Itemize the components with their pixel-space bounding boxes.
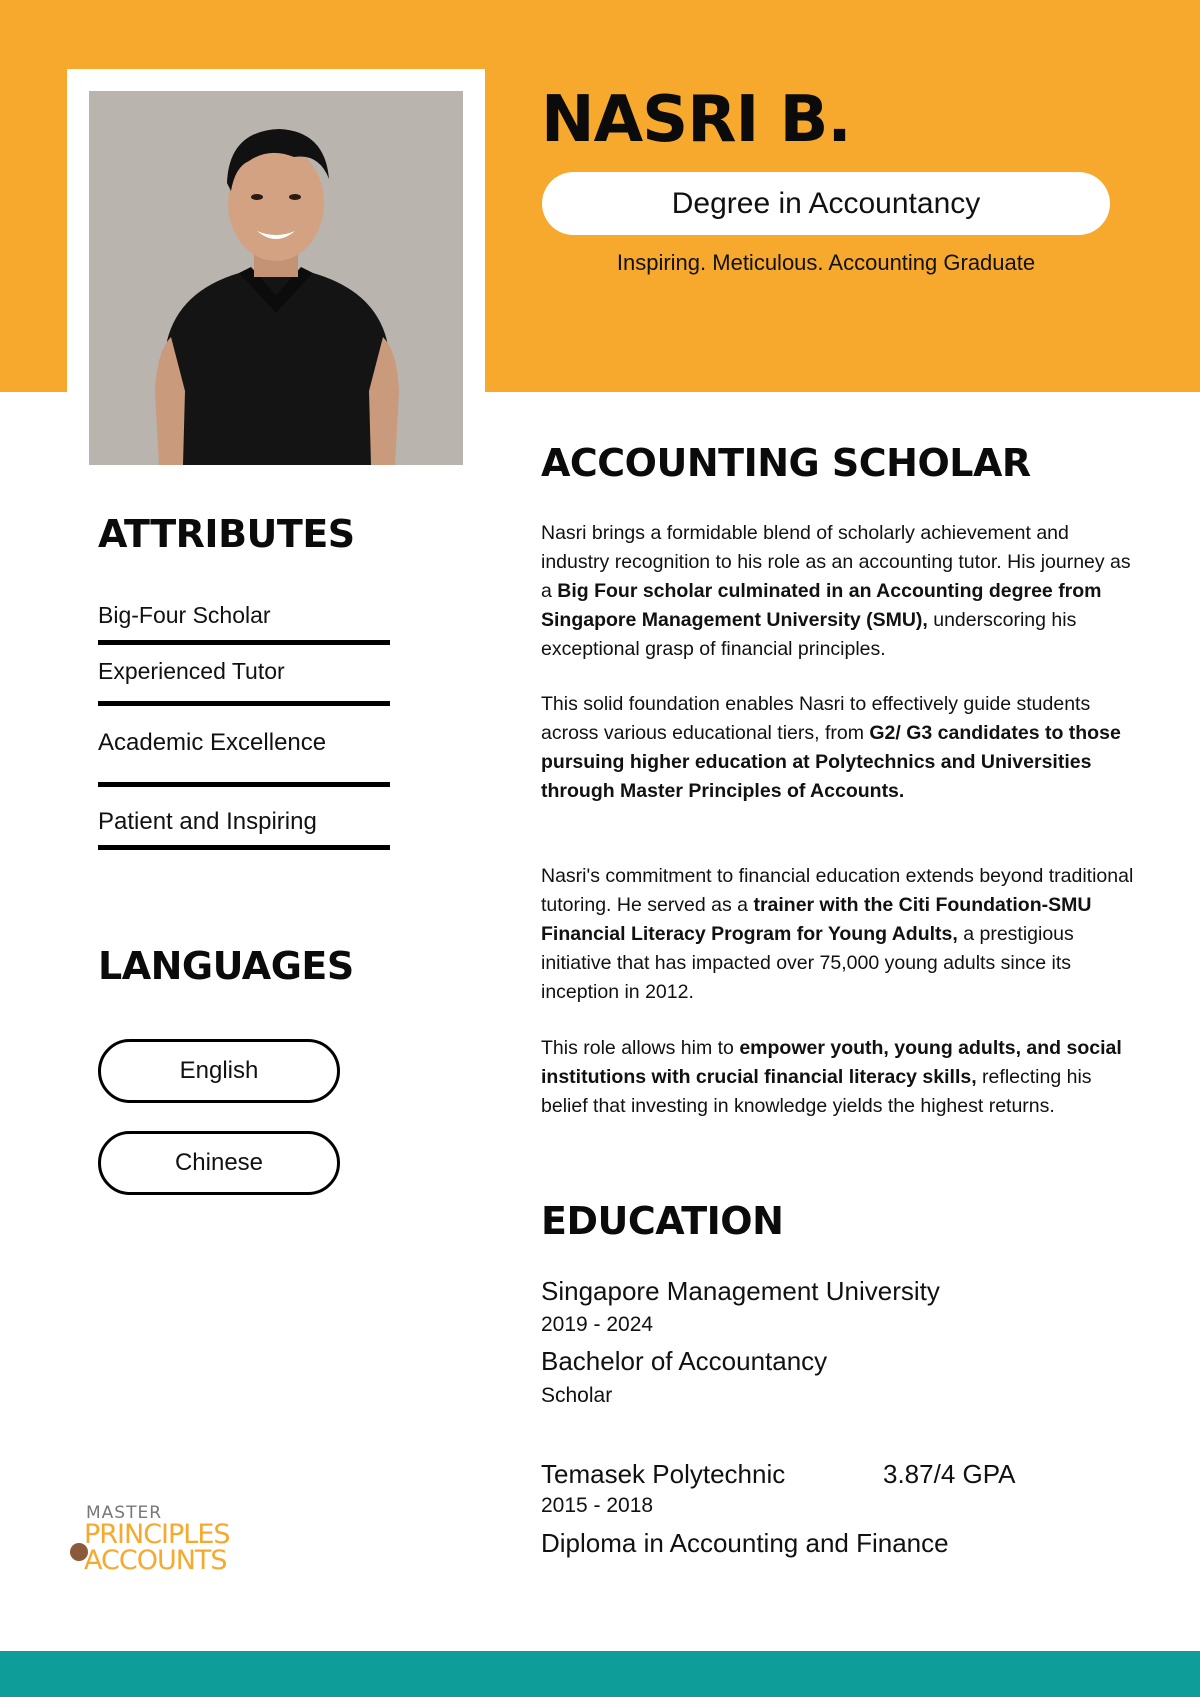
profile-tagline: Inspiring. Meticulous. Accounting Graduate (616, 250, 1036, 275)
attribute-item: Patient and Inspiring (98, 808, 317, 835)
attribute-item: Big-Four Scholar (98, 602, 271, 628)
education-years: 2015 - 2018 (541, 1494, 654, 1517)
education-heading: EDUCATION (541, 1199, 784, 1243)
text: underscoring his exceptional grasp of financial principles. (541, 609, 1077, 660)
text: Nasri's commitment to financial education extends beyond traditional tutoring. He served as a (541, 865, 1134, 916)
education-school: Temasek Polytechnic (541, 1459, 786, 1489)
text: reflecting his belief that investing in knowledge yields the highest returns. (541, 1066, 1092, 1117)
attributes-heading: ATTRIBUTES (98, 512, 355, 556)
about-paragraph-1 (541, 519, 1141, 664)
attribute-divider (98, 640, 390, 645)
attribute-divider (98, 701, 390, 706)
brand-logo (70, 1503, 240, 1576)
languages-heading: LANGUAGES (98, 944, 354, 988)
bold-text: Big Four scholar culminated in an Accounting degree from Singapore Management University (SMU), (541, 580, 1102, 631)
logo-line-2: PRINCIPLES (84, 1519, 230, 1550)
education-gpa: 3.87/4 GPA (883, 1459, 1016, 1489)
degree-badge: Degree in Accountancy (542, 172, 1110, 235)
bold-text: G2/ G3 candidates to those pursuing higher education at Polytechnics and Universities through Master Principles of Accounts. (541, 722, 1121, 802)
bold-text: trainer with the Citi Foundation-SMU Financial Literacy Program for Young Adults, (541, 894, 1092, 945)
attribute-item: Academic Excellence (98, 729, 327, 756)
about-paragraph-4 (541, 1034, 1141, 1121)
language-english: English (98, 1039, 340, 1103)
text: a prestigious initiative that has impacted over 75,000 young adults since its inception in 2012. (541, 923, 1074, 1003)
language-chinese: Chinese (98, 1131, 340, 1195)
bold-text: empower youth, young adults, and social institutions with crucial financial literacy skills, (541, 1037, 1122, 1088)
footer-band (0, 1651, 1200, 1697)
attribute-item: Experienced Tutor (98, 658, 285, 684)
attribute-divider (98, 845, 390, 850)
education-qualification: Diploma in Accounting and Finance (541, 1528, 949, 1558)
about-heading: ACCOUNTING SCHOLAR (541, 441, 1031, 485)
logo-line-1: MASTER (86, 1503, 163, 1523)
education-qualification: Bachelor of Accountancy (541, 1346, 828, 1376)
attribute-divider (98, 782, 390, 787)
profile-photo (89, 91, 463, 465)
profile-name: NASRI B. (541, 83, 851, 157)
education-school: Singapore Management University (541, 1276, 940, 1306)
text: This solid foundation enables Nasri to effectively guide students across various educational tiers, from (541, 693, 1091, 744)
text: This role allows him to (541, 1037, 740, 1059)
education-note: Scholar (541, 1384, 613, 1407)
text: Nasri brings a formidable blend of scholarly achievement and industry recognition to his role as an accounting tutor. His journey as a (541, 522, 1131, 602)
about-paragraph-3 (541, 862, 1141, 1007)
logo-line-3: ACCOUNTS (84, 1545, 227, 1576)
about-paragraph-2 (541, 690, 1141, 806)
education-years: 2019 - 2024 (541, 1313, 654, 1336)
profile-photo-frame (67, 69, 485, 487)
